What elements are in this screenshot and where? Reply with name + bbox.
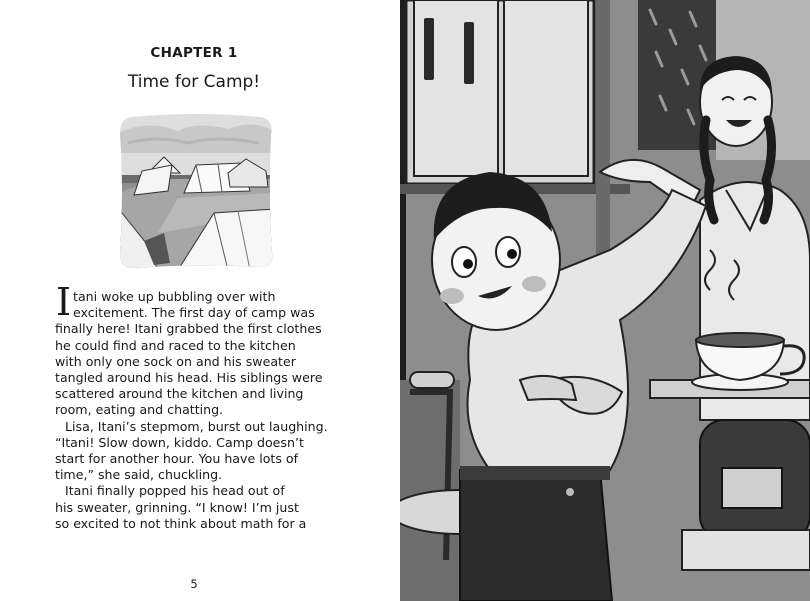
text-line: he could find and raced to the kitchen [55, 337, 296, 353]
text-line: scattered around the kitchen and living [55, 386, 304, 402]
text-line: Itani finally popped his head out of [65, 483, 285, 499]
text-line: so excited to not think about math for a [55, 515, 307, 531]
text-line: with only one sock on and his sweater [55, 353, 296, 369]
chapter-label: CHAPTER 1 [150, 45, 238, 61]
text-line: finally here! Itani grabbed the first clothes [55, 321, 322, 337]
story-text [55, 289, 355, 532]
drop-cap: I [56, 280, 72, 324]
text-line: excitement. The first day of camp was [73, 305, 315, 321]
camp-tents-illustration [118, 113, 274, 270]
text-line: “Itani! Slow down, kiddo. Camp doesn’t [55, 434, 304, 450]
page-number: 5 [190, 577, 198, 591]
text-line: his sweater, grinning. “I know! I’m just [55, 499, 299, 515]
kitchen-cabinets [400, 0, 630, 194]
kitchen-scene-illustration [400, 0, 810, 601]
text-line: tani woke up bubbling over with [73, 289, 276, 304]
toaster [682, 420, 810, 570]
right-page-illustration [400, 0, 810, 601]
text-line: tangled around his head. His siblings were [55, 370, 323, 386]
text-line: room, eating and chatting. [55, 402, 224, 418]
text-line: time,” she said, chuckling. [55, 467, 223, 483]
text-line: Lisa, Itani’s stepmom, burst out laughing. [65, 418, 328, 434]
text-line: start for another hour. You have lots of [55, 451, 299, 467]
left-page [0, 0, 400, 601]
chapter-title: Time for Camp! [127, 72, 261, 92]
